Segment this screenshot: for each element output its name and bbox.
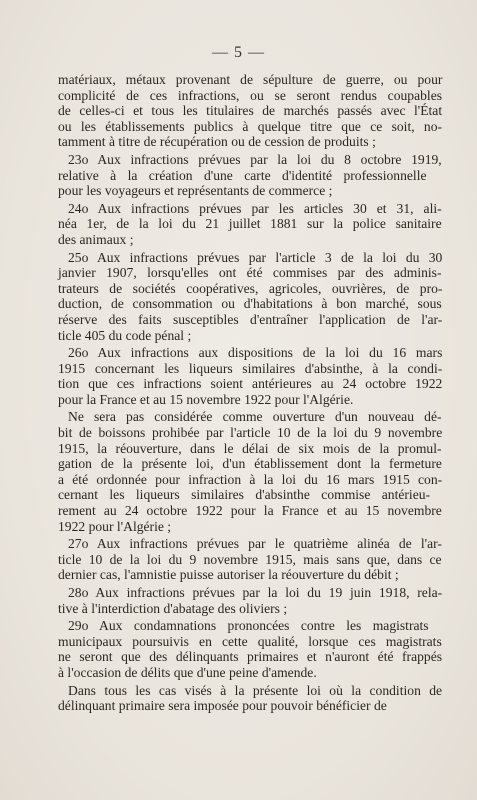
paragraph-ne-sera — [58, 409, 442, 534]
document-body — [58, 72, 442, 716]
text-line: néa 1er, de la loi du 21 juillet 1881 sur la police sanitaire — [58, 216, 442, 232]
text-line: complicité de ces infractions, ou se seront rendus coupables — [58, 87, 443, 103]
text-line: 1922 pour l'Algérie ; — [58, 518, 172, 534]
text-line: pour les voyageurs et représentants de commerce ; — [58, 183, 333, 199]
text-line: à l'occasion de délits que d'une peine d'amende. — [58, 664, 317, 680]
text-line: ne seront que des délinquants primaires et n'auront été frappés — [58, 649, 443, 665]
paragraph-28 — [58, 585, 442, 616]
page-number: — 5 — — [212, 44, 265, 61]
paragraph-continuation — [58, 72, 442, 150]
paragraph-dans-tous — [58, 683, 442, 714]
text-line: Ne sera pas considérée comme ouverture d'un nouveau dé- — [68, 409, 442, 425]
paragraph-24 — [58, 201, 442, 248]
text-line: 24o Aux infractions prévues par les articles 30 et 31, ali- — [68, 200, 442, 216]
text-line: tion que ces infractions soient antérieures au 24 octobre 1922 — [58, 376, 443, 392]
text-line: 25o Aux infractions prévues par l'article 3 de la loi du 30 — [68, 249, 443, 265]
text-line: ou les établissements publics à quelque titre que ce soit, no- — [58, 118, 443, 134]
text-line: relative à la création d'une carte d'identité professionnelle — [58, 167, 427, 183]
text-line: 27o Aux infractions prévues par le quatrième alinéa de l'ar- — [68, 536, 442, 552]
text-line: pour la France et au 15 novembre 1922 pour l'Algérie. — [58, 391, 354, 407]
text-line: ticle 405 du code pénal ; — [58, 327, 192, 343]
paragraph-23 — [58, 152, 442, 199]
text-line: de celles-ci et tous les titulaires de marchés passés avec l'État — [58, 103, 443, 119]
text-line: 1915 concernant les liqueurs similaires d'absinthe, à la condi- — [58, 360, 443, 376]
text-line: a été ordonnée pour infraction à la loi du 16 mars 1915 con- — [58, 471, 443, 487]
text-line: bit de boissons prohibée par l'article 10 de la loi du 9 novembre — [58, 425, 443, 441]
text-line: des animaux ; — [58, 231, 134, 247]
text-line: gation de la présente loi, d'un établissement dont la fermeture — [58, 456, 442, 472]
text-line: cernant les liqueurs similaires d'absinthe commise antérieu- — [58, 487, 431, 503]
paragraph-25 — [58, 250, 442, 344]
text-line: 26o Aux infractions aux dispositions de la loi du 16 mars — [68, 345, 443, 361]
text-line: 29o Aux condamnations prononcées contre les magistrats — [68, 618, 429, 634]
text-line: dernier cas, l'amnistie puisse autoriser la réouverture du débit ; — [58, 567, 399, 583]
text-line: rement au 24 octobre 1922 pour la France et au 15 novembre — [58, 503, 442, 519]
paragraph-27 — [58, 536, 442, 583]
text-line: 1915, la réouverture, dans le délai de six mois de la promul- — [58, 440, 442, 456]
paragraph-26 — [58, 345, 442, 407]
text-line: tive à l'interdiction d'abatage des oliviers ; — [58, 600, 288, 616]
text-line: duction, de consommation ou d'habitations à bon marché, sous — [58, 296, 442, 312]
text-line: délinquant primaire sera imposée pour pouvoir bénéficier de — [58, 698, 387, 714]
text-line: 23o Aux infractions prévues par la loi du 8 octobre 1919, — [68, 151, 442, 167]
text-line: Dans tous les cas visés à la présente loi où la condition de — [68, 682, 443, 698]
text-line: matériaux, métaux provenant de sépulture de guerre, ou pour — [58, 72, 443, 87]
text-line: janvier 1907, lorsqu'elles ont été commises par des adminis- — [58, 265, 442, 281]
text-line: ticle 10 de la loi du 9 novembre 1915, mais sans que, dans ce — [58, 551, 442, 567]
text-line: réserve des faits susceptibles d'entraîner l'application de l'ar- — [58, 311, 443, 327]
text-line: tamment à titre de récupération ou de cession de produits ; — [58, 134, 376, 150]
paragraph-29 — [58, 618, 442, 680]
text-line: 28o Aux infractions prévues par la loi du 19 juin 1918, rela- — [68, 585, 443, 600]
text-line: municipaux poursuivis en cette qualité, lorsque ces magistrats — [58, 633, 442, 649]
text-line: trateurs de sociétés coopératives, agricoles, ouvrières, de pro- — [58, 280, 443, 296]
